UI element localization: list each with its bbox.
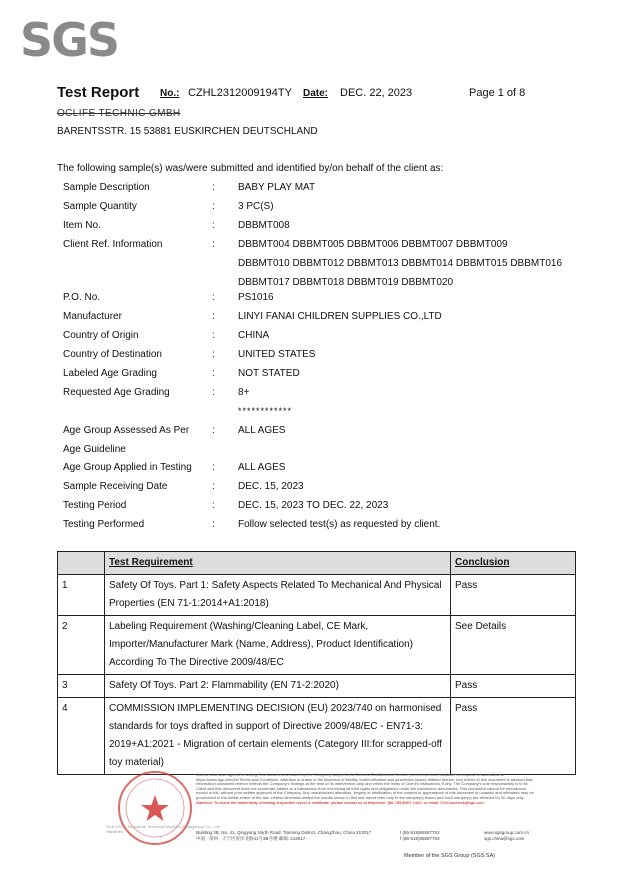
test-table-header: [58, 552, 576, 575]
info-value: 8+: [238, 387, 250, 398]
info-colon: :: [212, 387, 215, 398]
report-no-label: No.:: [160, 88, 180, 99]
info-value: ALL AGES: [238, 462, 286, 473]
info-label: Sample Quantity: [63, 201, 137, 212]
table-row: [58, 675, 576, 698]
table-row: [58, 616, 576, 675]
info-colon: :: [212, 292, 215, 303]
info-colon: :: [212, 462, 215, 473]
info-label: Labeled Age Grading: [63, 368, 157, 379]
date-value: DEC. 22, 2023: [340, 87, 413, 99]
info-label: Testing Performed: [63, 519, 145, 530]
report-no-value: CZHL2312009194TY: [188, 87, 292, 99]
row-conclusion: Pass: [451, 575, 576, 616]
tel2: f (86-519)85587753: [400, 836, 440, 841]
footer-phones: [400, 830, 440, 842]
row-no: 3: [58, 675, 105, 698]
stars-line: ************: [238, 406, 293, 416]
info-value: BABY PLAY MAT: [238, 182, 316, 193]
info-colon: :: [212, 349, 215, 360]
info-value: Follow selected test(s) as requested by client.: [238, 519, 441, 530]
intro-text: The following sample(s) was/were submitted and identified by/on behalf of the client as:: [57, 163, 444, 174]
info-value: DBBMT004 DBBMT005 DBBMT006 DBBMT007 DBBMT009 DBBMT010 DBBMT012 DBBMT013 DBBMT014 DBBMT015 DBBMT016 DBBMT017 DBBMT018 DBBMT019 DBBMT020: [238, 239, 562, 288]
info-value: ALL AGES: [238, 425, 286, 436]
header-conclusion: Conclusion: [451, 552, 576, 575]
page-number: Page 1 of 8: [469, 87, 526, 99]
table-row: [58, 575, 576, 616]
info-label: Age Group Applied in Testing: [63, 462, 192, 473]
info-label: Sample Receiving Date: [63, 481, 168, 492]
row-no: 1: [58, 575, 105, 616]
report-title: Test Report: [57, 84, 140, 101]
info-colon: :: [212, 425, 215, 436]
header-no: [58, 552, 105, 575]
info-label: Sample Description: [63, 182, 150, 193]
row-requirement: Safety Of Toys. Part 1: Safety Aspects Related To Mechanical And Physical Properties (EN 71-1:2014+A1:2018): [105, 575, 451, 616]
info-label: Requested Age Grading: [63, 387, 170, 398]
disclaimer-text: Unless otherwise agreed in writing, this document is issued by the Company subject to its General Conditions of Service printed overleaf, available on request or accessible at https://www.sgs.com/en/Terms-and-Conditions. Attention is drawn to the limitation of liability, indemnification and jurisdiction issues defined therein. Any holder of this document is advised that information contained hereon reflects the Company's findings at the time of its intervention only and within the limits of Client's instructions, if any. The Company's sole responsibility is to its Client and this document does not exonerate parties to a transaction from exercising all their rights and obligations under the transaction documents. This document cannot be reproduced except in full, without prior written approval of the Company. Any unauthorized alteration, forgery or falsification of the content or appearance of this document is unlawful and offenders may be prosecuted to the fullest extent of the law. Unless otherwise stated the results shown in this test report refer only to the sample(s) tested and such sample(s) are retained for 30 days only.: [196, 772, 534, 800]
attention-text: Attention: To check the authenticity of testing /inspection report & certificate, please contact us at telephone: (86-755)8307 1443, or email: CN.Doccheck@sgs.com: [196, 799, 484, 805]
email[interactable]: sgs.china@sgs.com: [484, 836, 525, 841]
info-label: P.O. No.: [63, 292, 101, 303]
company-seal-icon: [112, 768, 198, 854]
info-value: CHINA: [238, 330, 270, 341]
info-value: LINYI FANAI CHILDREN SUPPLIES CO.,LTD: [238, 311, 442, 322]
info-label: Country of Destination: [63, 349, 162, 360]
row-conclusion: See Details: [451, 616, 576, 675]
info-colon: :: [212, 201, 215, 212]
info-colon: :: [212, 311, 215, 322]
info-label: Item No.: [63, 220, 101, 231]
info-value: DEC. 15, 2023 TO DEC. 22, 2023: [238, 500, 389, 511]
sgs-logo: SGS: [20, 13, 119, 67]
info-value: NOT STATED: [238, 368, 300, 379]
address-cn: 中国 · 常州 · 天宁区青洋北路41号3B号楼 邮编: 213017: [196, 836, 306, 841]
info-value: DBBMT008: [238, 220, 290, 231]
client-address: BARENTSSTR. 15 53881 EUSKIRCHEN DEUTSCHLAND: [57, 126, 318, 137]
header-requirement: Test Requirement: [105, 552, 451, 575]
row-no: 2: [58, 616, 105, 675]
info-value: PS1016: [238, 292, 274, 303]
info-label: Testing Period: [63, 500, 127, 511]
member-text: Member of the SGS Group (SGS SA): [404, 853, 496, 859]
row-requirement: COMMISSION IMPLEMENTING DECISION (EU) 2023/740 on harmonised standards for toys drafted in support of Directive 2009/48/EC - EN71-3: 2019+A1:2021 - Migration of certain elements (Category III:for scrapped-off toy material): [105, 698, 451, 775]
table-row: [58, 698, 576, 775]
info-colon: :: [212, 220, 215, 231]
info-label: Country of Origin: [63, 330, 139, 341]
info-colon: :: [212, 500, 215, 511]
test-table: [57, 551, 576, 775]
web[interactable]: www.sgsgroup.com.cn: [484, 830, 530, 835]
info-label: Age Group Assessed As Per Age Guideline: [63, 425, 190, 455]
row-conclusion: Pass: [451, 675, 576, 698]
client-name: OCLIFE TECHNIC GMBH: [57, 108, 181, 119]
footer-disclaimer: [196, 773, 536, 805]
info-colon: :: [212, 182, 215, 193]
tel1: t (86-519)85587753: [400, 830, 440, 835]
info-label: Client Ref. Information: [63, 239, 163, 250]
info-value: UNITED STATES: [238, 349, 316, 360]
info-value: DEC. 15, 2023: [238, 481, 304, 492]
address-en: Building 3B, No. 41, Qingyang North Road, Tianning District, Changzhou, China 213017: [196, 830, 372, 835]
row-requirement: Labeling Requirement (Washing/Cleaning Label, CE Mark, Importer/Manufacturer Mark (Name, Address), Product Identification) According To The Directive 2009/48/EC: [105, 616, 451, 675]
info-colon: :: [212, 330, 215, 341]
info-colon: :: [212, 481, 215, 492]
info-colon: :: [212, 239, 215, 250]
row-no: 4: [58, 698, 105, 775]
info-value: 3 PC(S): [238, 201, 274, 212]
footer-address: [196, 830, 371, 842]
lab-name-text: SGS-CSTC Standards Technical Services (Changzhou) Co., Ltd.: [106, 824, 221, 829]
info-colon: :: [212, 368, 215, 379]
info-label: Manufacturer: [63, 311, 122, 322]
footer-web: [484, 830, 529, 842]
date-label: Date:: [303, 88, 329, 99]
row-requirement: Safety Of Toys. Part 2: Flammability (EN 71-2:2020): [105, 675, 451, 698]
row-conclusion: Pass: [451, 698, 576, 775]
info-colon: :: [212, 519, 215, 530]
lab-sub-text: Hardlines: [106, 829, 123, 834]
